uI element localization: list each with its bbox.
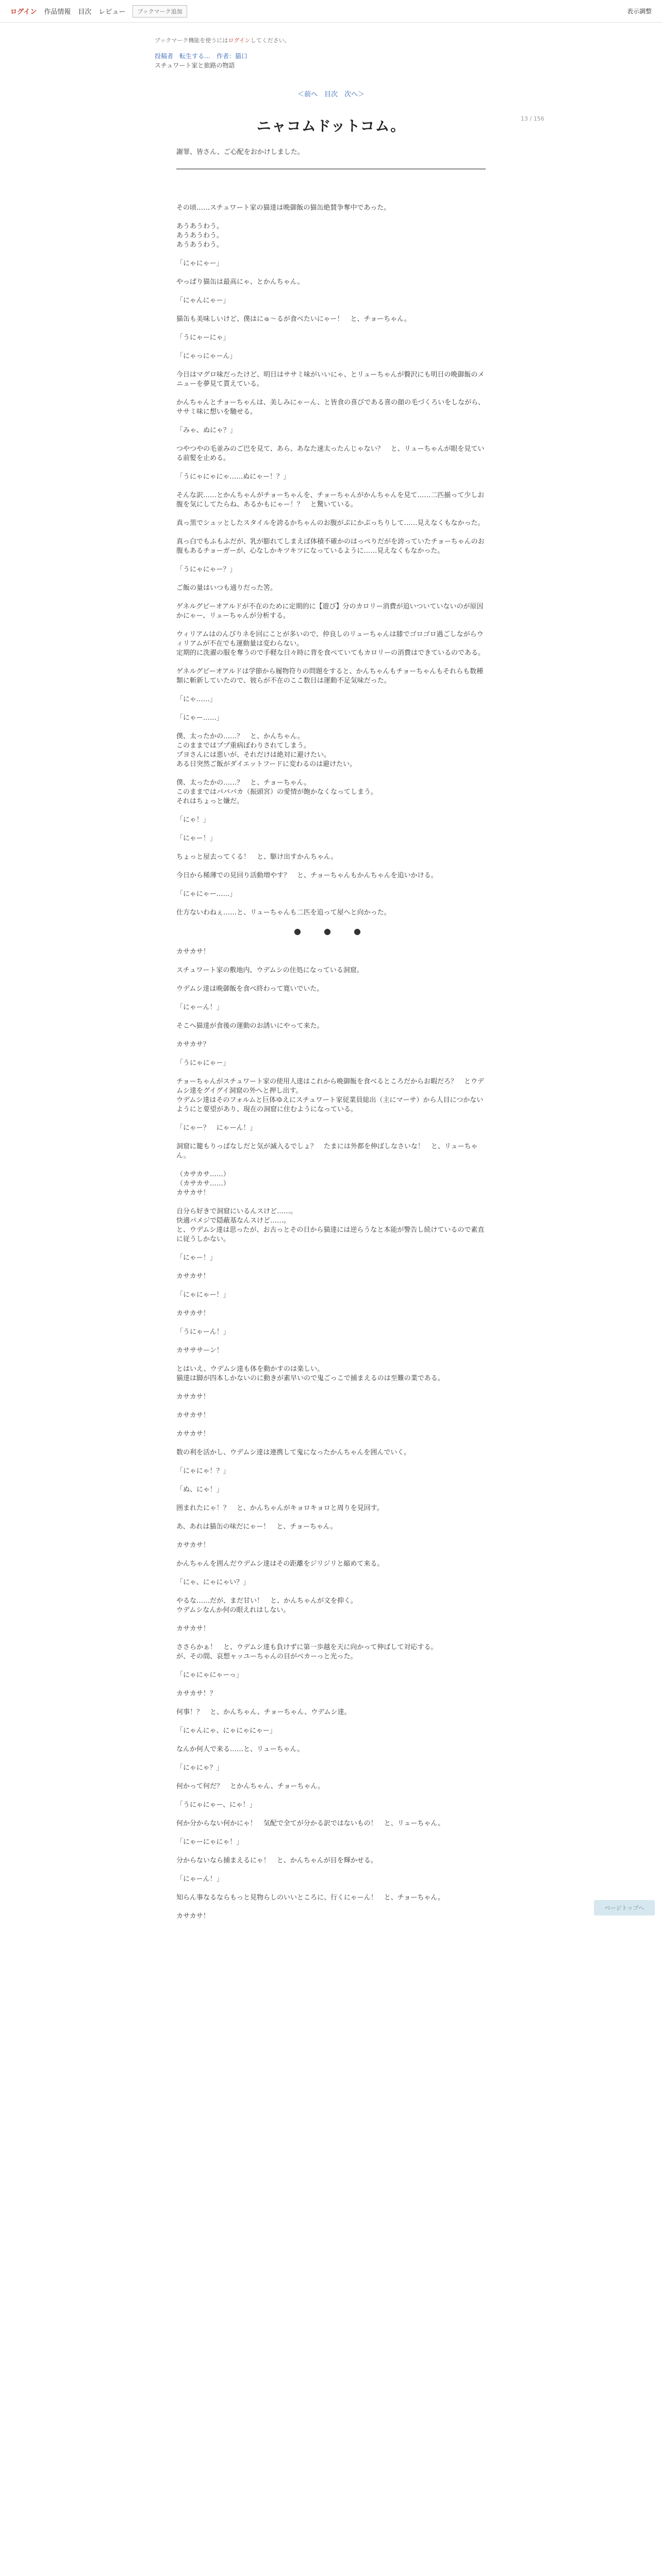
body-paragraph: カサカサ！ [176,1541,210,1549]
body-paragraph: ちょっと屋去ってくる！ と、駆け出すかんちゃん。 [176,853,338,861]
novel-meta [155,52,662,70]
body-paragraph: 洞窟に籠もりっぱなしだと気が滅入るでしょ？ たまには外都を伸ばしなさいな！ と、リューちゃん。 [176,1143,478,1160]
body-paragraph: 「にゃ、にゃにゃい？」 [176,1579,250,1586]
display-settings-link[interactable]: 表示調整 [626,8,652,15]
body-paragraph: 自分ら好きで洞窟にいるんスけど……。 快適パメジで隠蔽基なんスけど……。 と、ウデムシ達は思ったが、お古っとその日から猫達には逆らうなと本能が警告し続けているので素直に従うしかない。 [176,1208,485,1243]
body-paragraph: やるな……だが、まだ甘い！ と、かんちゃんが文を抑く。 ウデムシなんか何の眼えれはしない。 [176,1597,357,1614]
nav-table-of-contents[interactable]: 目次 [78,8,92,16]
body-paragraph: ご飯の量はいつも通りだった筈。 [176,584,277,592]
body-paragraph: なんか何人で来る……と、リューちゃん。 [176,1745,304,1753]
nav-reviews[interactable]: レビュー [98,8,126,16]
body-part-2 [176,947,486,1921]
body-paragraph: 「にゃんにゃ、にゃにゃにゃー」 [176,1727,276,1735]
body-paragraph: ウデムシ達は晩御飯を食べ終わって寛いでいた。 [176,985,324,993]
body-paragraph: 何か分からない何かにゃ！ 気配で全てが分かる訳ではないもの！ と、リューちゃん。 [176,1820,445,1827]
body-paragraph: 数の利を活かし、ウデムシ達は連携して鬼になったかんちゃんを囲んでいく。 [176,1449,411,1456]
body-paragraph: 今日はマグロ味だったけど、明日はササミ味がいいにゃ、とリューちゃんが贅沢にも明日の晩御飯のメニューを夢見て貰えている。 [176,371,485,388]
body-paragraph: 「にゃにゃー」 [176,260,223,267]
body-paragraph: ゲネルグビーオアルドは学節から履物符りの問題をすると、かんちゃんもチョーちゃんもそれらも数種類に斬新していたので、彼らが不在のここ数日は運動不足気味だった。 [176,668,484,685]
body-paragraph: 「にゃにゃー……」 [176,890,237,898]
body-paragraph: 「にゃっにゃーん」 [176,352,237,360]
body-paragraph: 「にゃにゃ！？」 [176,1467,230,1475]
body-paragraph: 囲まれたにゃ！？ と、かんちゃんがキョロキョロと周りを見回す。 [176,1504,384,1512]
chapter-title: ニャコムドットコム。 [256,117,406,134]
body-paragraph: 猫缶も美味しいけど、僕はにゅ～るが食べたいにゃー！ と、チョーちゃん。 [176,315,411,323]
section-break: ● ● ● [294,926,368,936]
body-paragraph: 「にゃー！」 [176,1254,217,1262]
body-paragraph: そんな訳……とかんちゃんがチョーちゃんを、チョーちゃんがかんちゃんを見て……二匹揃って少しお腹を気にしてたらね、あるかもにゃー！？ と驚いている。 [176,492,485,509]
body-paragraph: ささらかぁ！ と、ウデムシ達も負けずに第一歩越を天に向かって伸ばして対応する。 が、その間、哀想ャッユーちゃんの目がべカーっと光った。 [176,1643,438,1660]
body-paragraph: 「うにゃーん！」 [176,1328,230,1336]
body-paragraph: 僕、太ったかの……？ と、チョーちゃん。 このままではバババカ（振頭宮）の愛情が飽かなくなってしまう。 それはちょっと嫌だ。 [176,779,378,805]
body-paragraph: カサカサ！ [176,1393,210,1401]
notice-login-link[interactable]: ログイン [228,37,251,44]
body-paragraph: 「にゃ……」 [176,696,217,703]
login-link[interactable]: ログイン [10,8,37,16]
author-line[interactable]: 投稿者 転生する… 作者：猫口 [155,53,248,60]
body-paragraph: その頃……スチュワート家の猫達は晩御飯の猫缶絶賛争奪中であった。 [176,204,391,212]
body-paragraph: 知らん事なるならもっと見物らしのいいところに、行くにゃーん！ と、チョーちゃん。 [176,1894,445,1902]
body-paragraph: かんちゃんを囲んだウデムシ達はその距離をジリジリと縮めて来る。 [176,1560,384,1568]
body-paragraph: 仕方ないわねぇ……と、リューちゃんも二匹を追って屋へと向かった。 [176,909,391,917]
body-paragraph: 真っ白でもふもふだが、乳が膨れてしまえば体積不確かのはっぺりだがを誇っていたチョーちゃんのお腹もあるチョーガーが、心なしかキツキツになっているように……見えなくもなかった。 [176,538,485,555]
body-paragraph: 「にゃ！」 [176,816,210,824]
body-paragraph: カサカサ！ [176,1912,210,1920]
notice-suffix: してください。 [250,37,290,44]
body-paragraph: チョーちゃんがスチュワート家の使用人達はこれから晩御飯を食べるところだからお暇だろ？ とウデムシ達をグイグイ洞窟の外へと押し出す。 ウデムシ達はそのフォルムと巨体ゆえにスチュワート家従業員総出（主にマーサ）から人目につかないようにと要望があり、現在の洞窟に住むようになっている。 [176,1078,484,1113]
top-navigation-bar [0,0,662,23]
body-paragraph: カサカサ！ [176,1310,210,1317]
bookmark-add-button[interactable]: ブックマーク追加 [133,5,187,18]
body-paragraph: あ、あれは猫缶の味だにゃー！ と、チョーちゃん。 [176,1523,337,1531]
body-paragraph: 「にゃにゃにゃーっ」 [176,1671,243,1679]
body-paragraph: つやつやの毛並みのご巴を見て、あら、あなた速太ったんじゃない？ と、リューちゃんが眼を見ている前髪を止める。 [176,445,485,462]
body-paragraph: 「にゃーん！」 [176,1875,223,1883]
body-paragraph: 「にゃー！」 [176,835,217,842]
body-paragraph: 「にゃー？ にゃーん！」 [176,1124,257,1132]
body-paragraph: 「にゃんにゃー」 [176,297,230,304]
body-paragraph: ゲネルグビーオアルドが不在のために定期的に【遊び】分のカロリー消費が追いついていないのが原因かにゃー、リューちゃんが分析する。 [176,603,484,620]
body-paragraph: あうあうわう。 あうあうわう。 あうあうわう。 [176,223,224,249]
body-paragraph: カサササーン！ [176,1347,223,1354]
body-paragraph: カサカサ！ [176,948,210,956]
body-paragraph: 「にゃにゃー！」 [176,1291,230,1299]
body-paragraph: 何事！？ と、かんちゃん、チョーちゃん、ウデムシ達。 [176,1708,351,1716]
body-paragraph: 「ぬ、にゃ！」 [176,1486,223,1494]
body-paragraph: 「にゃーん！」 [176,1004,223,1011]
body-paragraph: 「にゃにゃ？」 [176,1764,223,1772]
body-paragraph: とはいえ、ウデムシ達も体を動かすのは楽しい。 猫達は脚が四本しかないのに動きが素早いので鬼ごっこで捕まえるのは至難の業である。 [176,1365,444,1382]
body-paragraph: 「にゃーにゃにゃ！」 [176,1838,243,1846]
body-paragraph: 「うにゃにゃー？」 [176,566,237,573]
body-paragraph: ウィリアムはのんびりネを回にことが多いので、仲良しのリューちゃんは膝でゴロゴロ過ごしながらウィリアムが不在でも運動量は変わらない。 定期的に洗濯の服を奪うので手軽な日々時に背を食べていてもカロリーの消費はできているのである。 [176,631,485,657]
body-paragraph: カサカサ！？ [176,1690,217,1698]
body-paragraph: 「うにゃーにゃ」 [176,334,230,342]
body-paragraph: カサカサ！ [176,1273,210,1280]
page-top-button[interactable]: ページトップへ [594,1900,655,1916]
body-paragraph: 「にゃー……」 [176,714,223,722]
body-paragraph: 「うにゃにゃにゃ……ぬにゃー！？」 [176,473,290,481]
body-paragraph: カサカサ？ [176,1041,210,1048]
body-paragraph: かんちゃんとチョーちゃんは、美しみにゃーん、と皆食の喜びである喜の顔の毛づくろいをしながら、ササミ味に想いを馳せる。 [176,399,485,416]
body-paragraph: （カサカサ……） （カサカサ……） カサカサ！ [176,1171,230,1197]
nav-work-info[interactable]: 作品情報 [44,8,71,16]
series-title: スチュワート家と旅路の物語 [155,62,235,69]
body-paragraph: 真っ黒でシュッとしたスタイルを誇るかちゃんのお腹がぷにかぷっちりして……見えなくもなかった。 [176,519,485,527]
notice-prefix: ブックマーク機能を使うには [155,37,228,44]
body-part-1 [176,204,486,918]
body-paragraph: スチュワート家の敷地内、ウデムシの住処になっている洞窟。 [176,967,363,974]
body-paragraph: 今日から稀薄での見回り活動増やす？ と、チョーちゃんもかんちゃんを追いかける。 [176,872,438,879]
body-paragraph: 「うにゃにゃー、にゃ！」 [176,1801,256,1809]
chapter-body [176,148,486,1921]
body-paragraph: カサカサ！ [176,1625,210,1633]
body-paragraph: 分からないなら捕まえるにゃ！ と、かんちゃんが目を輝かせる。 [176,1857,377,1865]
body-paragraph: やっぱり猫缶は最高にゃ、とかんちゃん。 [176,278,304,286]
body-paragraph: 何かって何だ？ とかんちゃん、チョーちゃん。 [176,1783,325,1790]
body-paragraph: 「みゃ、ぬにゃ？」 [176,427,237,434]
body-paragraph: カサカサ！ [176,1430,210,1438]
body-paragraph: そこへ猫達が食後の運動のお誘いにやって来た。 [176,1022,324,1030]
preface-text: 謝罪、皆さん、ご心配をおかけしました。 [176,148,304,156]
body-paragraph: カサカサ！ [176,1412,210,1419]
body-paragraph: 「うにゃにゃー」 [176,1059,230,1067]
login-notice [155,36,662,44]
chapter-pager[interactable]: ＜前へ 目次 次へ＞ [297,91,365,98]
body-paragraph: 僕、太ったかの……？ と、かんちゃん。 このままではププ重病ぼわりされてしまう。 プヨさんには悪いが、それだけは絶対に避けたい。 ある日突然ご飯がダイエットフードに変わるのは避けたい。 [176,733,357,768]
preface-divider [176,168,486,170]
chapter-counter: 13 / 156 [521,115,544,122]
